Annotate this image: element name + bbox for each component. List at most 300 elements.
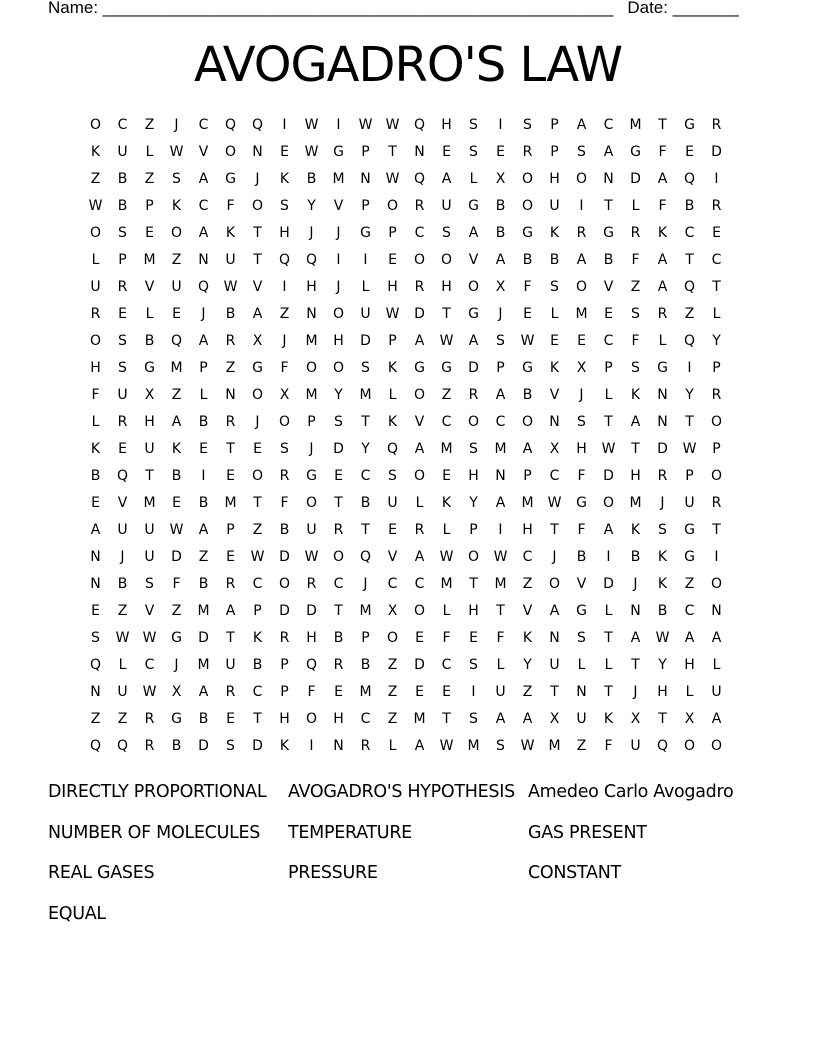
grid-cell[interactable]: G — [684, 521, 695, 538]
grid-cell[interactable]: C — [198, 197, 209, 214]
grid-cell[interactable]: E — [145, 224, 154, 241]
grid-cell[interactable]: V — [252, 278, 263, 295]
grid-cell[interactable]: I — [471, 683, 476, 700]
grid-cell[interactable]: Q — [359, 548, 372, 565]
grid-cell[interactable]: B — [171, 467, 182, 484]
grid-cell[interactable]: L — [442, 521, 451, 538]
grid-cell[interactable]: B — [360, 494, 371, 511]
grid-cell[interactable]: O — [683, 737, 696, 754]
grid-cell[interactable]: U — [117, 386, 128, 403]
grid-cell[interactable]: I — [282, 278, 287, 295]
grid-cell[interactable]: N — [549, 629, 560, 646]
grid-cell[interactable]: Q — [305, 251, 318, 268]
grid-cell[interactable]: U — [90, 278, 101, 295]
grid-cell[interactable]: J — [309, 224, 314, 241]
grid-cell[interactable]: L — [604, 602, 613, 619]
grid-cell[interactable]: H — [441, 116, 452, 133]
grid-cell[interactable]: S — [118, 332, 127, 349]
grid-cell[interactable]: L — [550, 305, 559, 322]
grid-cell[interactable]: K — [522, 629, 533, 646]
grid-cell[interactable]: H — [684, 656, 695, 673]
grid-cell[interactable]: T — [253, 251, 262, 268]
grid-cell[interactable]: R — [630, 224, 641, 241]
grid-cell[interactable]: T — [334, 602, 343, 619]
grid-cell[interactable]: S — [172, 170, 181, 187]
grid-cell[interactable]: U — [360, 305, 371, 322]
grid-cell[interactable]: D — [414, 305, 425, 322]
grid-cell[interactable]: D — [279, 548, 290, 565]
grid-cell[interactable]: T — [226, 629, 235, 646]
grid-cell[interactable]: G — [657, 359, 668, 376]
grid-cell[interactable]: A — [549, 602, 560, 619]
grid-cell[interactable]: O — [278, 413, 291, 430]
grid-cell[interactable]: A — [603, 521, 614, 538]
grid-cell[interactable]: D — [711, 143, 722, 160]
grid-cell[interactable]: A — [522, 440, 533, 457]
grid-cell[interactable]: L — [469, 170, 478, 187]
grid-cell[interactable]: A — [495, 386, 506, 403]
grid-cell[interactable]: Z — [522, 575, 533, 592]
grid-cell[interactable]: Q — [683, 332, 696, 349]
grid-cell[interactable]: N — [711, 602, 722, 619]
grid-cell[interactable]: A — [441, 170, 452, 187]
grid-cell[interactable]: N — [549, 413, 560, 430]
grid-cell[interactable]: R — [225, 413, 236, 430]
grid-cell[interactable]: A — [414, 737, 425, 754]
grid-cell[interactable]: O — [548, 575, 561, 592]
grid-cell[interactable]: O — [305, 359, 318, 376]
grid-cell[interactable]: D — [360, 332, 371, 349]
grid-cell[interactable]: O — [413, 386, 426, 403]
grid-cell[interactable]: D — [603, 575, 614, 592]
grid-cell[interactable]: E — [253, 440, 262, 457]
grid-cell[interactable]: N — [414, 143, 425, 160]
grid-cell[interactable]: O — [440, 251, 453, 268]
grid-cell[interactable]: M — [197, 656, 210, 673]
grid-cell[interactable]: B — [657, 602, 668, 619]
grid-cell[interactable]: K — [387, 413, 398, 430]
grid-cell[interactable]: D — [333, 440, 344, 457]
grid-cell[interactable]: O — [575, 278, 588, 295]
grid-cell[interactable]: Z — [387, 683, 398, 700]
grid-cell[interactable]: J — [309, 440, 314, 457]
grid-cell[interactable]: E — [496, 143, 505, 160]
grid-cell[interactable]: B — [225, 305, 236, 322]
grid-cell[interactable]: T — [604, 683, 613, 700]
grid-cell[interactable]: P — [118, 251, 127, 268]
grid-cell[interactable]: S — [334, 413, 343, 430]
grid-cell[interactable]: O — [467, 548, 480, 565]
grid-cell[interactable]: L — [145, 305, 154, 322]
grid-cell[interactable]: R — [657, 305, 668, 322]
grid-cell[interactable]: R — [306, 575, 317, 592]
grid-cell[interactable]: Z — [90, 710, 101, 727]
grid-cell[interactable]: E — [226, 548, 235, 565]
grid-cell[interactable]: V — [333, 197, 344, 214]
grid-cell[interactable]: Z — [630, 278, 641, 295]
grid-cell[interactable]: X — [576, 359, 587, 376]
grid-cell[interactable]: F — [496, 629, 505, 646]
grid-cell[interactable]: T — [550, 521, 559, 538]
grid-cell[interactable]: M — [440, 440, 453, 457]
grid-cell[interactable]: A — [630, 629, 641, 646]
grid-cell[interactable]: U — [117, 521, 128, 538]
grid-cell[interactable]: B — [630, 548, 641, 565]
grid-cell[interactable]: O — [467, 278, 480, 295]
grid-cell[interactable]: N — [333, 737, 344, 754]
grid-cell[interactable]: E — [442, 467, 451, 484]
grid-cell[interactable]: A — [198, 224, 209, 241]
grid-cell[interactable]: H — [576, 440, 587, 457]
grid-cell[interactable]: B — [90, 467, 101, 484]
grid-cell[interactable]: S — [361, 359, 370, 376]
grid-cell[interactable]: J — [282, 332, 287, 349]
grid-cell[interactable]: Q — [413, 116, 426, 133]
grid-cell[interactable]: L — [91, 413, 100, 430]
grid-cell[interactable]: X — [387, 602, 398, 619]
grid-cell[interactable]: J — [201, 305, 206, 322]
grid-cell[interactable]: F — [631, 332, 640, 349]
grid-cell[interactable]: T — [685, 251, 694, 268]
grid-cell[interactable]: O — [278, 575, 291, 592]
grid-cell[interactable]: Z — [198, 548, 209, 565]
grid-cell[interactable]: M — [143, 494, 156, 511]
grid-cell[interactable]: E — [442, 143, 451, 160]
grid-cell[interactable]: A — [171, 413, 182, 430]
grid-cell[interactable]: M — [494, 575, 507, 592]
grid-cell[interactable]: N — [306, 305, 317, 322]
grid-cell[interactable]: T — [253, 494, 262, 511]
grid-cell[interactable]: V — [198, 143, 209, 160]
grid-cell[interactable]: X — [684, 710, 695, 727]
grid-cell[interactable]: B — [495, 197, 506, 214]
grid-cell[interactable]: B — [333, 629, 344, 646]
grid-cell[interactable]: S — [388, 467, 397, 484]
grid-cell[interactable]: H — [90, 359, 101, 376]
grid-cell[interactable]: E — [604, 305, 613, 322]
grid-cell[interactable]: H — [468, 467, 479, 484]
grid-cell[interactable]: L — [685, 683, 694, 700]
grid-cell[interactable]: G — [603, 224, 614, 241]
grid-cell[interactable]: N — [630, 602, 641, 619]
grid-cell[interactable]: T — [253, 710, 262, 727]
grid-cell[interactable]: M — [548, 737, 561, 754]
grid-cell[interactable]: Z — [279, 305, 290, 322]
grid-cell[interactable]: C — [252, 683, 263, 700]
grid-cell[interactable]: M — [170, 359, 183, 376]
grid-cell[interactable]: R — [225, 332, 236, 349]
grid-cell[interactable]: M — [575, 305, 588, 322]
grid-cell[interactable]: O — [251, 386, 264, 403]
grid-cell[interactable]: K — [279, 737, 290, 754]
grid-cell[interactable]: U — [144, 521, 155, 538]
grid-cell[interactable]: P — [307, 413, 316, 430]
grid-cell[interactable]: Z — [144, 170, 155, 187]
grid-cell[interactable]: U — [684, 494, 695, 511]
grid-cell[interactable]: A — [711, 629, 722, 646]
grid-cell[interactable]: E — [199, 440, 208, 457]
grid-cell[interactable]: C — [387, 575, 398, 592]
grid-cell[interactable]: R — [117, 413, 128, 430]
grid-cell[interactable]: U — [144, 548, 155, 565]
grid-cell[interactable]: W — [547, 494, 562, 511]
grid-cell[interactable]: P — [145, 197, 154, 214]
grid-cell[interactable]: I — [363, 251, 368, 268]
grid-cell[interactable]: M — [467, 737, 480, 754]
grid-cell[interactable]: N — [198, 251, 209, 268]
grid-cell[interactable]: A — [198, 332, 209, 349]
grid-cell[interactable]: S — [658, 521, 667, 538]
grid-cell[interactable]: R — [225, 683, 236, 700]
grid-cell[interactable]: L — [712, 656, 721, 673]
grid-cell[interactable]: I — [687, 359, 692, 376]
grid-cell[interactable]: O — [386, 197, 399, 214]
grid-cell[interactable]: E — [685, 143, 694, 160]
grid-cell[interactable]: K — [387, 359, 398, 376]
grid-cell[interactable]: J — [633, 575, 638, 592]
grid-cell[interactable]: V — [468, 251, 479, 268]
grid-cell[interactable]: T — [712, 521, 721, 538]
grid-cell[interactable]: O — [89, 224, 102, 241]
grid-cell[interactable]: Y — [685, 386, 694, 403]
grid-cell[interactable]: M — [629, 116, 642, 133]
grid-cell[interactable]: D — [252, 737, 263, 754]
grid-cell[interactable]: T — [685, 413, 694, 430]
grid-cell[interactable]: A — [603, 143, 614, 160]
grid-cell[interactable]: E — [118, 440, 127, 457]
grid-cell[interactable]: M — [413, 710, 426, 727]
grid-cell[interactable]: T — [631, 656, 640, 673]
grid-cell[interactable]: L — [496, 656, 505, 673]
grid-cell[interactable]: O — [170, 224, 183, 241]
grid-cell[interactable]: J — [498, 305, 503, 322]
grid-cell[interactable]: A — [495, 251, 506, 268]
grid-cell[interactable]: Z — [576, 737, 587, 754]
grid-cell[interactable]: A — [522, 710, 533, 727]
grid-cell[interactable]: Y — [307, 197, 316, 214]
grid-cell[interactable]: D — [198, 629, 209, 646]
grid-cell[interactable]: N — [657, 386, 668, 403]
grid-cell[interactable]: U — [117, 143, 128, 160]
grid-cell[interactable]: V — [414, 413, 425, 430]
grid-cell[interactable]: W — [655, 629, 670, 646]
grid-cell[interactable]: B — [144, 332, 155, 349]
grid-cell[interactable]: S — [496, 737, 505, 754]
grid-cell[interactable]: G — [468, 197, 479, 214]
grid-cell[interactable]: W — [142, 683, 157, 700]
grid-cell[interactable]: R — [657, 467, 668, 484]
grid-cell[interactable]: U — [549, 656, 560, 673]
grid-cell[interactable]: L — [577, 656, 586, 673]
grid-cell[interactable]: Z — [441, 386, 452, 403]
grid-cell[interactable]: C — [603, 116, 614, 133]
grid-cell[interactable]: D — [468, 359, 479, 376]
grid-cell[interactable]: A — [198, 170, 209, 187]
grid-cell[interactable]: B — [117, 575, 128, 592]
grid-cell[interactable]: B — [198, 494, 209, 511]
grid-cell[interactable]: E — [712, 224, 721, 241]
grid-cell[interactable]: P — [226, 521, 235, 538]
grid-cell[interactable]: V — [387, 548, 398, 565]
grid-cell[interactable]: R — [468, 386, 479, 403]
grid-cell[interactable]: P — [712, 440, 721, 457]
grid-cell[interactable]: I — [606, 548, 611, 565]
grid-cell[interactable]: X — [549, 440, 560, 457]
grid-cell[interactable]: H — [144, 413, 155, 430]
grid-cell[interactable]: R — [144, 737, 155, 754]
grid-cell[interactable]: S — [496, 332, 505, 349]
grid-cell[interactable]: B — [252, 656, 263, 673]
grid-cell[interactable]: F — [523, 278, 532, 295]
grid-cell[interactable]: U — [387, 494, 398, 511]
grid-cell[interactable]: I — [282, 116, 287, 133]
grid-cell[interactable]: M — [359, 683, 372, 700]
grid-cell[interactable]: Y — [469, 494, 478, 511]
grid-cell[interactable]: P — [604, 359, 613, 376]
grid-cell[interactable]: U — [630, 737, 641, 754]
grid-cell[interactable]: D — [414, 656, 425, 673]
grid-cell[interactable]: N — [90, 548, 101, 565]
grid-cell[interactable]: W — [250, 548, 265, 565]
grid-cell[interactable]: C — [198, 116, 209, 133]
grid-cell[interactable]: E — [91, 494, 100, 511]
grid-cell[interactable]: V — [576, 575, 587, 592]
grid-cell[interactable]: U — [171, 278, 182, 295]
grid-cell[interactable]: K — [657, 548, 668, 565]
grid-cell[interactable]: B — [684, 197, 695, 214]
grid-cell[interactable]: D — [306, 602, 317, 619]
grid-cell[interactable]: E — [334, 467, 343, 484]
grid-cell[interactable]: U — [225, 656, 236, 673]
grid-cell[interactable]: W — [223, 278, 238, 295]
grid-cell[interactable]: E — [469, 629, 478, 646]
grid-cell[interactable]: X — [279, 386, 290, 403]
name-field[interactable]: Name: ______________________________________________________ — [48, 0, 614, 17]
grid-cell[interactable]: F — [658, 143, 667, 160]
grid-cell[interactable]: S — [91, 629, 100, 646]
grid-cell[interactable]: Z — [522, 683, 533, 700]
grid-cell[interactable]: B — [522, 251, 533, 268]
grid-cell[interactable]: R — [279, 467, 290, 484]
grid-cell[interactable]: C — [522, 548, 533, 565]
grid-cell[interactable]: M — [359, 602, 372, 619]
grid-cell[interactable]: B — [495, 224, 506, 241]
grid-cell[interactable]: T — [361, 521, 370, 538]
grid-cell[interactable]: F — [577, 467, 586, 484]
grid-cell[interactable]: A — [657, 170, 668, 187]
grid-cell[interactable]: I — [336, 116, 341, 133]
grid-cell[interactable]: S — [469, 440, 478, 457]
grid-cell[interactable]: F — [658, 197, 667, 214]
grid-cell[interactable]: H — [387, 278, 398, 295]
grid-cell[interactable]: B — [306, 170, 317, 187]
grid-cell[interactable]: H — [549, 170, 560, 187]
grid-cell[interactable]: R — [117, 278, 128, 295]
grid-cell[interactable]: N — [360, 170, 371, 187]
grid-cell[interactable]: Z — [225, 359, 236, 376]
grid-cell[interactable]: W — [115, 629, 130, 646]
grid-cell[interactable]: R — [711, 386, 722, 403]
grid-cell[interactable]: O — [710, 575, 723, 592]
grid-cell[interactable]: Z — [684, 305, 695, 322]
grid-cell[interactable]: E — [118, 305, 127, 322]
grid-cell[interactable]: R — [711, 197, 722, 214]
grid-cell[interactable]: O — [305, 494, 318, 511]
grid-cell[interactable]: L — [199, 386, 208, 403]
grid-cell[interactable]: K — [657, 224, 668, 241]
grid-cell[interactable]: O — [332, 359, 345, 376]
grid-cell[interactable]: B — [198, 413, 209, 430]
grid-cell[interactable]: R — [522, 143, 533, 160]
grid-cell[interactable]: F — [172, 575, 181, 592]
grid-cell[interactable]: Z — [117, 602, 128, 619]
grid-cell[interactable]: A — [657, 251, 668, 268]
grid-cell[interactable]: L — [442, 602, 451, 619]
grid-cell[interactable]: K — [657, 575, 668, 592]
grid-cell[interactable]: H — [333, 710, 344, 727]
grid-cell[interactable]: O — [602, 494, 615, 511]
grid-cell[interactable]: H — [333, 332, 344, 349]
grid-cell[interactable]: J — [255, 413, 260, 430]
grid-cell[interactable]: Q — [224, 116, 237, 133]
grid-cell[interactable]: M — [440, 575, 453, 592]
grid-cell[interactable]: O — [251, 197, 264, 214]
grid-cell[interactable]: B — [522, 386, 533, 403]
grid-cell[interactable]: S — [523, 116, 532, 133]
grid-cell[interactable]: E — [388, 251, 397, 268]
grid-cell[interactable]: J — [336, 224, 341, 241]
grid-cell[interactable]: K — [90, 440, 101, 457]
grid-cell[interactable]: J — [579, 386, 584, 403]
grid-cell[interactable]: P — [361, 629, 370, 646]
grid-cell[interactable]: Q — [278, 251, 291, 268]
grid-cell[interactable]: R — [333, 656, 344, 673]
grid-cell[interactable]: X — [495, 278, 506, 295]
grid-cell[interactable]: B — [360, 656, 371, 673]
grid-cell[interactable]: R — [711, 494, 722, 511]
grid-cell[interactable]: H — [306, 629, 317, 646]
grid-cell[interactable]: A — [711, 710, 722, 727]
grid-cell[interactable]: D — [657, 440, 668, 457]
grid-cell[interactable]: F — [577, 521, 586, 538]
grid-cell[interactable]: I — [309, 737, 314, 754]
grid-cell[interactable]: L — [604, 386, 613, 403]
grid-cell[interactable]: S — [469, 143, 478, 160]
grid-cell[interactable]: O — [332, 305, 345, 322]
grid-cell[interactable]: A — [576, 116, 587, 133]
grid-cell[interactable]: G — [252, 359, 263, 376]
grid-cell[interactable]: N — [90, 683, 101, 700]
grid-cell[interactable]: E — [226, 710, 235, 727]
grid-cell[interactable]: O — [89, 332, 102, 349]
grid-cell[interactable]: G — [414, 359, 425, 376]
grid-cell[interactable]: T — [226, 440, 235, 457]
grid-cell[interactable]: I — [201, 467, 206, 484]
grid-cell[interactable]: Q — [116, 467, 129, 484]
grid-cell[interactable]: P — [712, 359, 721, 376]
grid-cell[interactable]: G — [576, 602, 587, 619]
grid-cell[interactable]: W — [304, 116, 319, 133]
grid-cell[interactable]: K — [279, 170, 290, 187]
grid-cell[interactable]: Q — [89, 656, 102, 673]
grid-cell[interactable]: S — [280, 197, 289, 214]
grid-cell[interactable]: C — [684, 602, 695, 619]
grid-cell[interactable]: E — [577, 332, 586, 349]
grid-cell[interactable]: C — [414, 224, 425, 241]
grid-cell[interactable]: U — [225, 251, 236, 268]
grid-cell[interactable]: E — [442, 683, 451, 700]
grid-cell[interactable]: B — [198, 710, 209, 727]
